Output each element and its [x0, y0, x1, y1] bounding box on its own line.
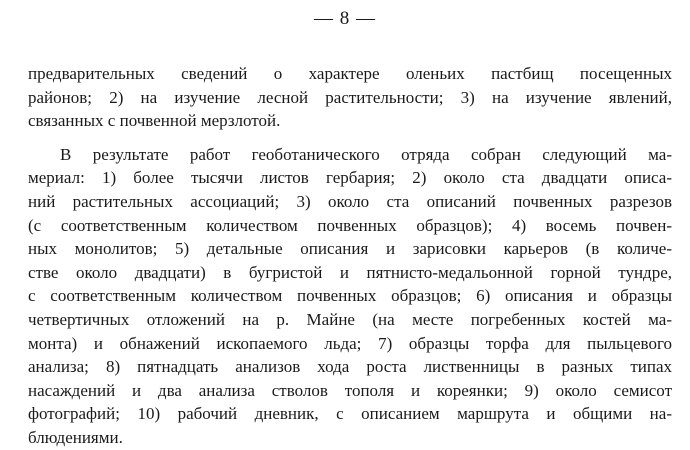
text-line: мериал: 1) более тысячи листов гербария; 2) около ста двадцати описа- — [28, 168, 672, 188]
text-line: монта) и обнажений ископаемого льда; 7) образцы торфа для пыльцевого — [28, 333, 672, 353]
text-line: ных монолитов; 5) детальные описания и зарисовки карьеров (в количе- — [28, 239, 672, 259]
text-line: блюдениями. — [28, 427, 123, 447]
paragraph — [28, 143, 672, 450]
text-line: В результате работ геоботанического отряда собран следующий ма- — [60, 144, 672, 164]
text-line: с соответственным количеством почвенных образцов; 6) описания и образцы — [28, 286, 672, 306]
page-number: — 8 — — [314, 8, 376, 29]
text-line: насаждений и два анализа стволов тополя и кореянки; 9) около семисот — [28, 380, 672, 400]
document-body — [28, 62, 672, 450]
paragraph — [28, 62, 672, 133]
text-line: (с соответственным количеством почвенных образцов); 4) восемь почвен- — [28, 215, 672, 235]
text-line: анализа; 8) пятнадцать анализов хода роста лиственницы в разных типах — [28, 357, 672, 377]
text-line: связанных с почвенной мерзлотой. — [28, 111, 281, 131]
text-line: четвертичных отложений на р. Майне (на месте погребенных костей ма- — [28, 309, 672, 329]
text-line: ний растительных ассоциаций; 3) около ста описаний почвенных разрезов — [28, 191, 672, 211]
text-line: районов; 2) на изучение лесной растительности; 3) на изучение явлений, — [28, 87, 672, 107]
text-line: предварительных сведений о характере оленьих пастбищ посещенных — [28, 64, 672, 83]
text-line: стве около двадцати) в бугристой и пятнисто-медальонной горной тундре, — [28, 262, 672, 282]
text-line: фотографий; 10) рабочий дневник, с описанием маршрута и общими на- — [28, 404, 672, 424]
